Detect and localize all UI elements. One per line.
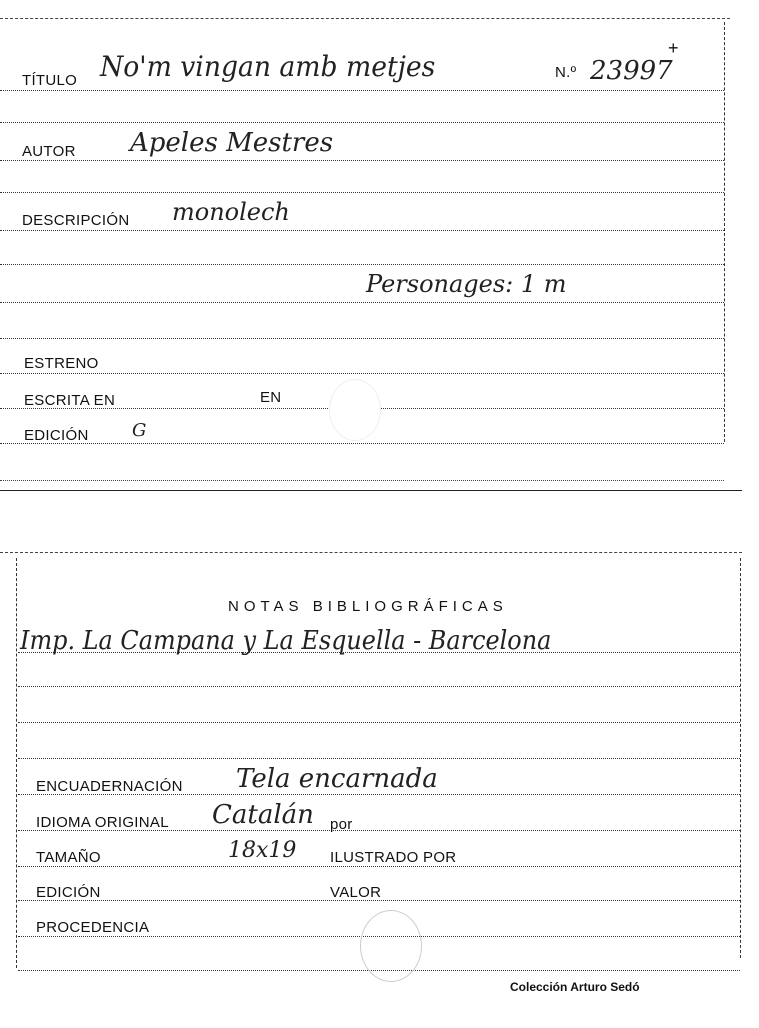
rule-line	[0, 122, 724, 123]
edicion-label: EDICIÓN	[24, 427, 89, 444]
por-label: por	[330, 816, 353, 833]
paper-smudge	[360, 910, 422, 982]
rule-line	[0, 373, 724, 374]
encuadernacion-value: Tela encarnada	[236, 764, 438, 794]
numero-mark: +	[668, 38, 679, 58]
rule-line	[0, 443, 724, 444]
numero-label: N.º	[555, 64, 577, 81]
estreno-label: ESTRENO	[24, 355, 99, 372]
rule-line	[0, 230, 724, 231]
rule-line	[0, 160, 724, 161]
card-top-edge	[0, 552, 742, 553]
numero-value: 23997	[590, 56, 673, 86]
valor-label: VALOR	[330, 884, 382, 901]
encuadernacion-label: ENCUADERNACIÓN	[36, 778, 183, 795]
card-top-edge	[0, 18, 730, 19]
rule-line	[18, 866, 740, 867]
idioma-value: Catalán	[212, 800, 314, 830]
descripcion-value: monolech	[172, 198, 290, 226]
card-right-edge	[740, 558, 741, 958]
autor-label: AUTOR	[22, 143, 76, 160]
edicion-label-back: EDICIÓN	[36, 884, 101, 901]
escrita-en-label: EN	[260, 389, 282, 406]
notas-value: Imp. La Campana y La Esquella - Barcelona	[20, 626, 552, 656]
ilustrado-label: ILUSTRADO POR	[330, 849, 457, 866]
titulo-label: TÍTULO	[22, 72, 78, 89]
rule-line	[18, 722, 740, 723]
rule-line	[0, 338, 724, 339]
card-right-edge	[724, 22, 725, 442]
card-left-edge	[16, 558, 17, 968]
descripcion-note: Personages: 1 m	[366, 270, 567, 298]
catalog-card-front	[0, 0, 759, 500]
rule-line	[0, 302, 724, 303]
rule-line	[18, 686, 740, 687]
rule-line	[0, 90, 724, 91]
paper-smudge	[330, 380, 380, 440]
collection-footer: Colección Arturo Sedó	[510, 980, 640, 994]
notas-heading: NOTAS BIBLIOGRÁFICAS	[228, 598, 508, 615]
rule-line	[0, 192, 724, 193]
edicion-value: G	[132, 420, 147, 441]
tamano-value: 18x19	[228, 838, 297, 863]
procedencia-label: PROCEDENCIA	[36, 919, 150, 936]
card-bottom-edge	[0, 490, 742, 491]
autor-value: Apeles Mestres	[130, 128, 334, 158]
rule-line	[18, 758, 740, 759]
tamano-label: TAMAÑO	[36, 849, 101, 866]
catalog-card-back	[0, 540, 759, 1028]
escrita-label: ESCRITA EN	[24, 392, 116, 409]
descripcion-label: DESCRIPCIÓN	[22, 212, 130, 229]
idioma-label: IDIOMA ORIGINAL	[36, 814, 169, 831]
card-lower-edge	[0, 480, 724, 481]
titulo-value: No'm vingan amb metjes	[100, 50, 436, 83]
rule-line	[0, 264, 724, 265]
